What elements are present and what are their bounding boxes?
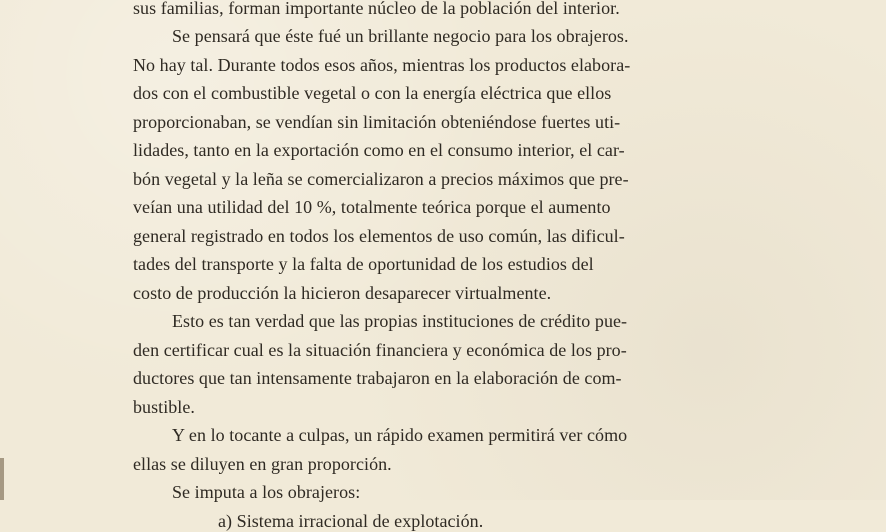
text-line-15: bustible. (133, 397, 195, 417)
text-line-17: ellas se diluyen en gran proporción. (133, 454, 392, 474)
text-line-12: Esto es tan verdad que las propias instituciones de crédito pue- (172, 311, 628, 331)
text-line-9: general registrado en todos los elementos de uso común, las dificul- (133, 226, 625, 246)
text-line-6: lidades, tanto en la exportación como en el consumo interior, el car- (133, 140, 625, 160)
text-line-7: bón vegetal y la leña se comercializaron a precios máximos que pre- (133, 169, 629, 189)
text-line-16: Y en lo tocante a culpas, un rápido examen permitirá ver cómo (172, 425, 628, 445)
text-line-5: proporcionaban, se vendían sin limitación obteniéndose fuertes uti- (133, 112, 621, 132)
text-line-10: tades del transporte y la falta de oportunidad de los estudios del (133, 254, 594, 274)
text-line-19: a) Sistema irracional de explotación. (218, 511, 484, 531)
text-line-1: sus familias, forman importante núcleo de la población del interior. (133, 0, 620, 18)
text-line-2: Se pensará que éste fué un brillante negocio para los obrajeros. (172, 26, 629, 46)
text-line-4: dos con el combustible vegetal o con la energía eléctrica que ellos (133, 83, 612, 103)
text-line-3: No hay tal. Durante todos esos años, mientras los productos elabora- (133, 55, 631, 75)
left-edge-mark (0, 458, 4, 500)
text-line-18: Se imputa a los obrajeros: (172, 482, 361, 502)
text-line-11: costo de producción la hicieron desaparecer virtualmente. (133, 283, 552, 303)
text-line-13: den certificar cual es la situación financiera y económica de los pro- (133, 340, 627, 360)
text-line-8: veían una utilidad del 10 %, totalmente teórica porque el aumento (133, 197, 611, 217)
text-line-14: ductores que tan intensamente trabajaron en la elaboración de com- (133, 368, 622, 388)
